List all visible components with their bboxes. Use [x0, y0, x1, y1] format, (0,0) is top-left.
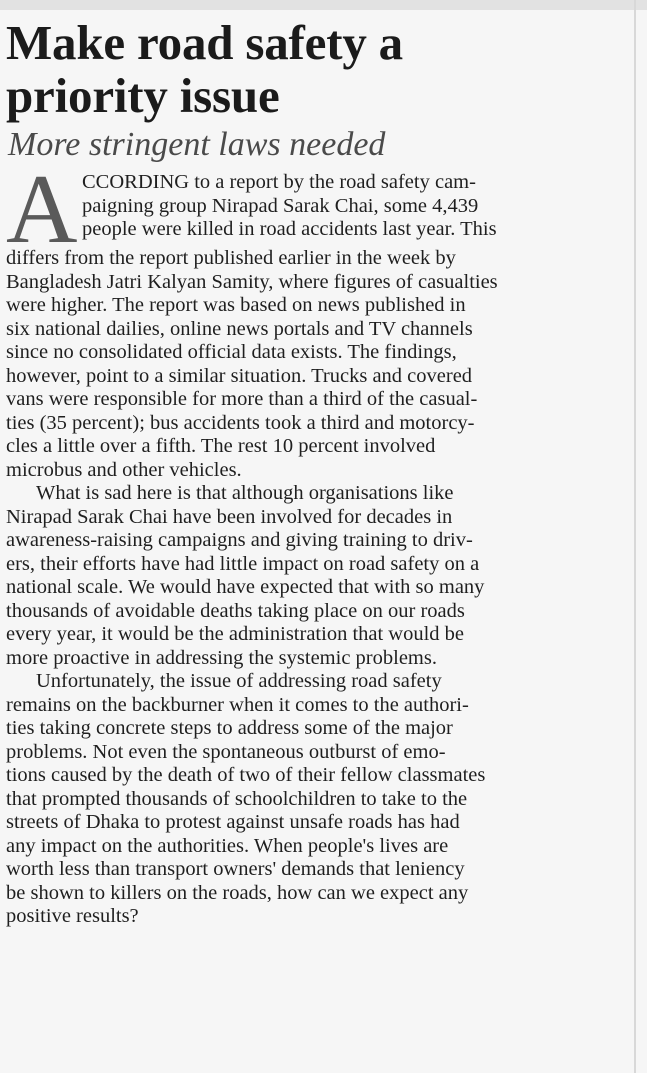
headline: [6, 16, 630, 122]
text-line: thousands of avoidable deaths taking place on our roads: [6, 599, 465, 622]
editorial-article: [6, 16, 630, 929]
text-line: problems. Not even the spontaneous outburst of emo-: [6, 740, 446, 763]
text-line: vans were responsible for more than a third of the casual-: [6, 388, 478, 410]
headline-line: priority issue: [6, 68, 280, 123]
text-line: be shown to killers on the roads, how can we expect any: [6, 881, 469, 904]
text-line: remains on the backburner when it comes to the authori-: [6, 693, 469, 716]
text-line: Bangladesh Jatri Kalyan Samity, where figures of casualties: [6, 270, 498, 293]
paragraph-2: [6, 482, 630, 670]
text-line: positive results?: [6, 905, 139, 927]
text-line: tions caused by the death of two of their fellow classmates: [6, 764, 486, 786]
text-line: any impact on the authorities. When people's lives are: [6, 834, 449, 857]
text-line: streets of Dhaka to protest against unsafe roads has had: [6, 811, 460, 833]
subheadline: More stringent laws needed: [8, 126, 386, 163]
text-line: ties (35 percent); bus accidents took a third and motorcy-: [6, 411, 475, 434]
text-line: What is sad here is that although organisations like: [36, 482, 454, 504]
text-line: Nirapad Sarak Chai have been involved for decades in: [6, 505, 453, 528]
text-line: six national dailies, online news portals and TV channels: [6, 317, 473, 340]
text-line: CCORDING to a report by the road safety cam-: [82, 171, 476, 193]
lead-lines: [82, 171, 630, 242]
paragraph-1: [6, 247, 630, 482]
article-body: [6, 155, 630, 929]
text-line: paigning group Nirapad Sarak Chai, some 4,439: [82, 194, 479, 217]
text-line: more proactive in addressing the systemic problems.: [6, 646, 437, 669]
text-line: every year, it would be the administration that would be: [6, 623, 465, 645]
drop-cap: A: [6, 155, 78, 264]
text-line: people were killed in road accidents last year. This: [82, 218, 497, 240]
headline-line: Make road safety a: [6, 15, 403, 70]
text-line: cles a little over a fifth. The rest 10 percent involved: [6, 435, 436, 457]
text-line: national scale. We would have expected that with so many: [6, 576, 485, 598]
text-line: ties taking concrete steps to address some of the major: [6, 717, 453, 739]
text-line: awareness-raising campaigns and giving training to driv-: [6, 529, 473, 551]
text-line: differs from the report published earlier in the week by: [6, 247, 456, 269]
paragraph-3: [6, 670, 630, 929]
text-line: microbus and other vehicles.: [6, 458, 242, 481]
text-line: Unfortunately, the issue of addressing road safety: [36, 670, 442, 692]
text-line: were higher. The report was based on news published in: [6, 294, 466, 316]
text-line: worth less than transport owners' demands that leniency: [6, 858, 465, 880]
column-rule: [634, 0, 636, 1073]
text-line: that prompted thousands of schoolchildren to take to the: [6, 787, 468, 810]
top-rule: [0, 0, 647, 10]
text-line: however, point to a similar situation. Trucks and covered: [6, 364, 473, 387]
text-line: since no consolidated official data exists. The findings,: [6, 341, 457, 363]
text-line: ers, their efforts have had little impact on road safety on a: [6, 552, 480, 575]
